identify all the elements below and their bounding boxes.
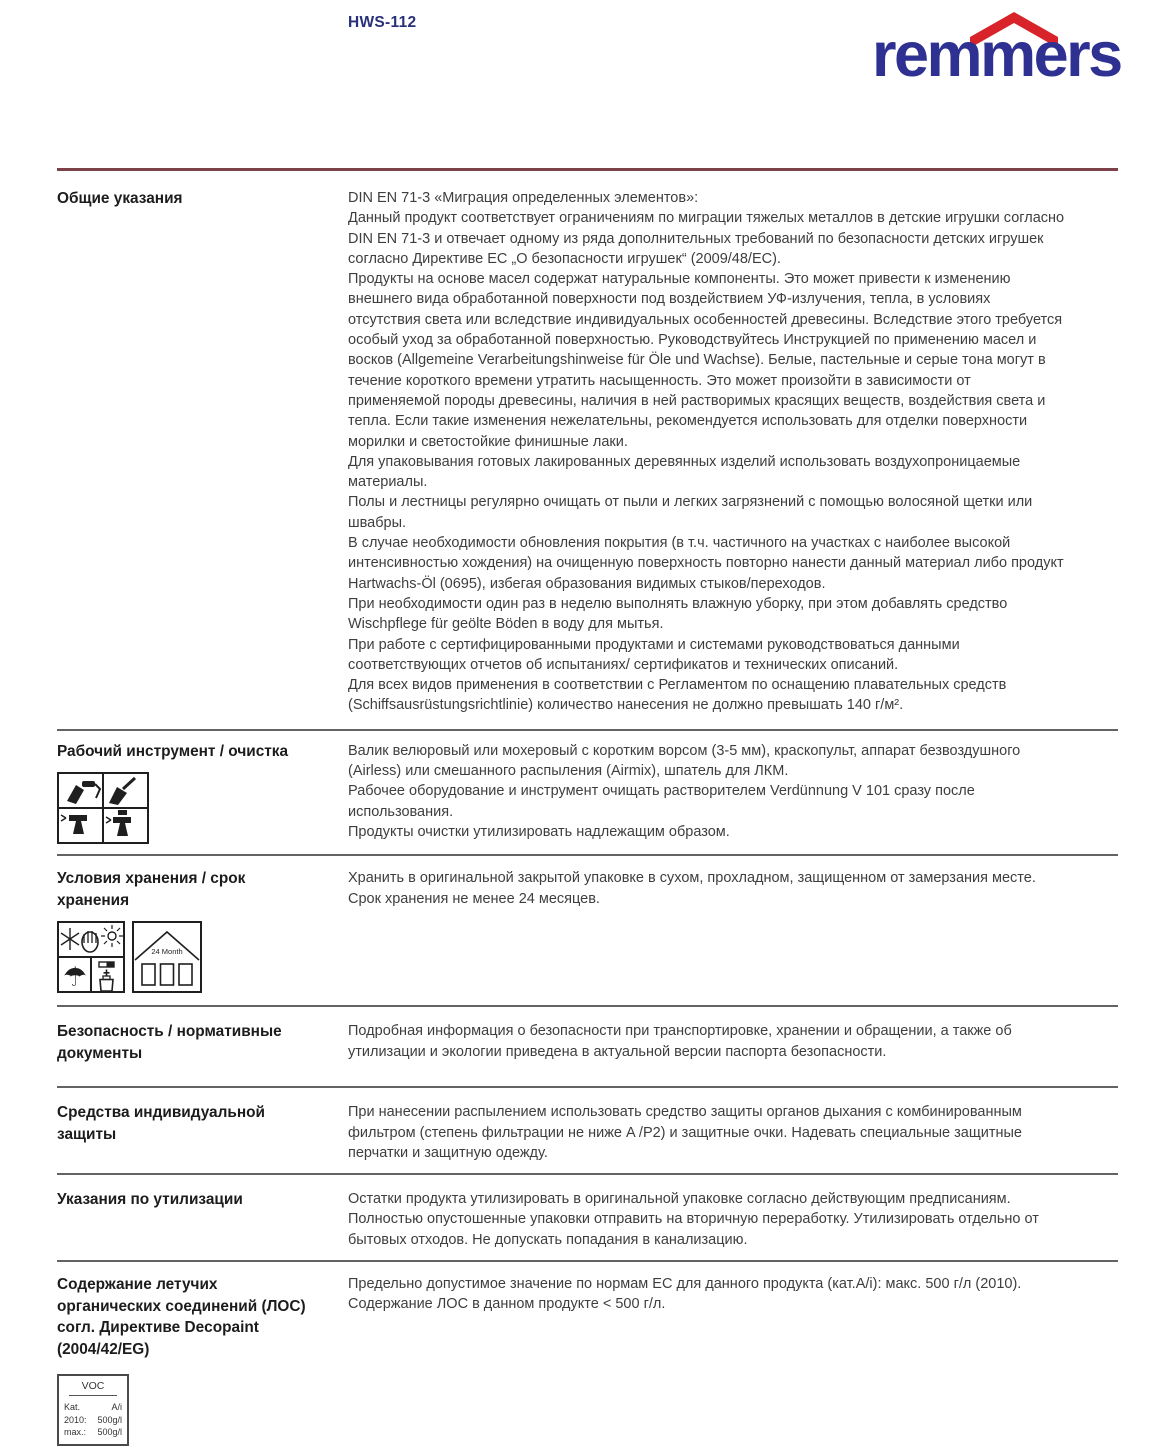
application-tools-icon — [57, 772, 149, 844]
storage-conditions-icon — [57, 921, 125, 993]
section-body-storage — [348, 868, 1066, 993]
voc-max-label: max.: — [64, 1427, 87, 1437]
section-disposal — [57, 1175, 1118, 1262]
voc-kat-label: Kat. — [64, 1402, 81, 1412]
voc-row-max — [64, 1426, 122, 1439]
paragraph: Содержание ЛОС в данном продукте < 500 г/л. — [348, 1296, 666, 1313]
tools-pictogram — [57, 772, 348, 844]
section-title-general: Общие указания — [57, 190, 183, 207]
section-body-ppe — [348, 1102, 1066, 1163]
voc-row-kat — [64, 1401, 122, 1414]
section-label-column — [57, 1189, 348, 1250]
doc-code: HWS-112 — [348, 14, 417, 31]
section-body-safety — [348, 1021, 1066, 1064]
section-body-voc — [348, 1274, 1066, 1446]
paragraph: Рабочее оборудование и инструмент очищать растворителем Verdünnung V 101 сразу после использования. — [348, 783, 975, 820]
paragraph: DIN EN 71-3 «Миграция определенных элементов»: — [348, 190, 699, 206]
section-label-column — [57, 188, 348, 716]
section-title-disposal: Указания по утилизации — [57, 1191, 243, 1209]
paragraph: Данный продукт соответствует ограничениям по миграции тяжелых металлов в детские игрушки согласно DIN EN 71-3 и отвечает одному из ряда дополнительных требований по безопасности детских игрушек согласно Директиве ЕС „О безопасности игрушек“ (2009/48/EC). — [348, 210, 1065, 267]
remmers-logo — [872, 6, 1121, 110]
voc-row-2010 — [64, 1414, 122, 1427]
section-title-voc: Содержание летучих органических соединений (ЛОС) согл. Директиве Decopaint (2004/42/EG) — [57, 1276, 306, 1358]
voc-label-title: VOC — [69, 1380, 117, 1396]
paragraph: Полы и лестницы регулярно очищать от пыли и легких загрязнений с помощью волосяной щетки или швабры. — [348, 494, 1033, 531]
section-storage — [57, 856, 1118, 1007]
section-title-storage: Условия хранения / срок хранения — [57, 870, 246, 909]
section-general-notes — [57, 171, 1118, 731]
paragraph: Подробная информация о безопасности при транспортировке, хранении и обращении, а также об утилизации и экологии приведена в актуальной версии паспорта безопасности. — [348, 1023, 1012, 1060]
paragraph: При нанесении распылением использовать средство защиты органов дыхания с комбинированным фильтром (степень фильтрации не ниже A /P2) и защитные очки. Надевать специальные защитные перчатки и защитную одежду. — [348, 1104, 1022, 1161]
paragraph: Предельно допустимое значение по нормам ЕС для данного продукта (кат.A/i): макс. 500 г/л (2010). — [348, 1276, 1022, 1292]
paragraph: Продукты очистки утилизировать надлежащим образом. — [348, 823, 730, 840]
umbrella-icon: ☂ — [63, 962, 88, 994]
section-title-safety: Безопасность / нормативные документы — [57, 1023, 282, 1062]
paragraph: Для упаковывания готовых лакированных деревянных изделий использовать воздухопроницаемые материалы. — [348, 453, 1021, 491]
section-label-column — [57, 1021, 348, 1064]
shelf-life-24-month-icon — [132, 921, 202, 993]
shelf-life-label: 24 Month — [151, 947, 183, 957]
paragraph: Для всех видов применения в соответствии с Регламентом по оснащению плавательных средств (Schiffsausrüstungsrichtlinie) количество нанесения не должно превышать 140 г/м². — [348, 677, 1007, 714]
paragraph: Остатки продукта утилизировать в оригинальной упаковке согласно действующим предписаниям. Полностью опустошенные упаковки отправить на вторичную переработку. Утилизировать отдельно от бытовых отходов. Не допускать попадания в канализацию. — [348, 1191, 1039, 1248]
section-body-general — [348, 188, 1066, 716]
section-body-disposal — [348, 1189, 1066, 1250]
paragraph: Валик велюровый или мохеровый с коротким ворсом (3-5 мм), краскопульт, аппарат безвоздушного (Airless) или смешанного распыления (Airmix), шпатель для ЛКМ. — [348, 742, 1021, 780]
voc-kat-value: A/i — [111, 1402, 122, 1412]
section-label-column — [57, 1274, 348, 1446]
section-safety-regulatory — [57, 1007, 1118, 1088]
section-label-column — [57, 1102, 348, 1163]
paragraph: При работе с сертифицированными продуктами и системами руководствоваться данными соответствующих отчетов об испытаниях/ сертификатов и технических описаний. — [348, 636, 960, 673]
section-body-tools — [348, 741, 1066, 845]
section-label-column — [57, 741, 348, 845]
section-label-column — [57, 868, 348, 993]
paragraph: Хранить в оригинальной закрытой упаковке в сухом, прохладном, защищенном от замерзания месте. Срок хранения не менее 24 месяцев. — [348, 870, 1036, 907]
section-title-tools: Рабочий инструмент / очистка — [57, 742, 289, 760]
voc-label — [57, 1374, 129, 1446]
voc-max-value: 500g/l — [97, 1427, 122, 1437]
paragraph: В случае необходимости обновления покрытия (в т.ч. частичного на участках с наиболее высокой интенсивностью хождения) на очищенную поверхность повторно нанести данный материал либо продукт Hartwachs-Öl (0695), избегая образования видимых стыков/переходов. — [348, 535, 1064, 592]
voc-2010-label: 2010: — [64, 1414, 87, 1425]
section-tools-cleaning — [57, 731, 1118, 857]
paragraph: Продукты на основе масел содержат натуральные компоненты. Это может привести к изменению внешнего вида обработанной поверхности под воздействием УФ-излучения, тепла, в условиях отсутствия света или вследствие индивидуальных особенностей древесины. Вследствие этого требуется особый уход за обработанной поверхностью. Руководствуйтесь Инструкцией по применению масел и восков (Allgemeine Verarbeitungshinweise für Öle und Wachse). Белые, пастельные и серые тона могут в течение короткого времени утратить насыщенность. Это может произойти в зависимости от применяемой породы древесины, наличия в ней растворимых красящих веществ, воздействия света и тепла. Если такие изменения нежелательны, рекомендуется использовать для отделки поверхности морилки и светостойкие финишные лаки. — [348, 271, 1063, 450]
logo-wordmark: remmers — [872, 20, 1121, 90]
page-header — [57, 0, 1121, 168]
section-ppe — [57, 1088, 1118, 1175]
storage-pictograms — [57, 921, 348, 993]
section-title-ppe: Средства индивидуальной защиты — [57, 1104, 266, 1143]
paragraph: При необходимости один раз в неделю выполнять влажную уборку, при этом добавлять средство Wischpflege für geölte Böden в воду для мытья. — [348, 595, 1008, 633]
section-voc — [57, 1262, 1118, 1446]
voc-2010-value: 500g/l — [97, 1414, 122, 1425]
